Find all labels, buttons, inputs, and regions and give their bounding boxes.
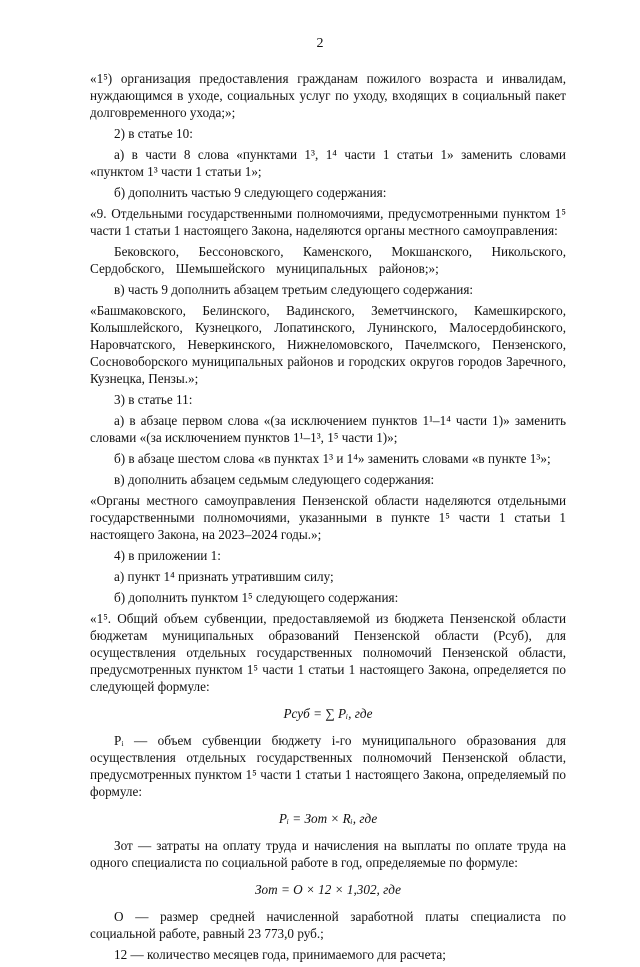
paragraph-1: «1⁵) организация предоставления гражданам пожилого возраста и инвалидам, нуждающимся в уходе, социальных услуг по уходу, входящих в социальный пакет долговременного ухода;»; <box>90 71 566 120</box>
paragraph-2: 2) в статье 10: <box>114 126 193 141</box>
paragraph-10: а) в абзаце первом слова «(за исключением пунктов 1¹–1⁴ части 1)» заменить словами «(за исключением пунктов 1¹–1³, 1⁵ части 1)»; <box>90 413 566 445</box>
formula-3: Зот = О × 12 × 1,302, где <box>255 882 401 897</box>
formula-1: Pсуб = ∑ Pᵢ, где <box>283 706 373 721</box>
document-body <box>90 70 566 967</box>
formula-2: Pᵢ = Зот × Rᵢ, где <box>278 811 378 826</box>
paragraph-8: «Башмаковского, Белинского, Вадинского, Земетчинского, Камешкирского, Колышлейского, Кузнецкого, Лопатинского, Лунинского, Малосердобинского, Наровчатского, Неверкинского, Нижнеломовского, Пачелмского, Пензенского, Сосновоборского муниципальных районов и городских округов городов Заречного, Кузнецка, Пензы.»; <box>90 303 566 386</box>
paragraph-3: а) в части 8 слова «пунктами 1³, 1⁴ части 1 статьи 1» заменить словами «пунктом 1³ части 1 статьи 1»; <box>90 147 566 179</box>
paragraph-12: в) дополнить абзацем седьмым следующего содержания: <box>114 472 435 487</box>
paragraph-17: «1⁵. Общий объем субвенции, предоставляемой из бюджета Пензенской области бюджетам муниципальных образований Пензенской области (Pсуб), для осуществления отдельных государственных полномочий Пензенской области, предусмотренных пунктом 1⁵ части 1 статьи 1 настоящего Закона, определяется по следующей формуле: <box>90 611 566 694</box>
paragraph-5: «9. Отдельными государственными полномочиями, предусмотренными пунктом 1⁵ части 1 статьи 1 настоящего Закона, наделяются органы местного самоуправления: <box>90 206 566 238</box>
paragraph-6: Бековского, Бессоновского, Каменского, Мокшанского, Никольского, Сердобского, Шемышейского муниципальных районов;»; <box>90 244 566 276</box>
paragraph-11: б) в абзаце шестом слова «в пунктах 1³ и 1⁴» заменить словами «в пункте 1³»; <box>114 451 551 466</box>
paragraph-15: а) пункт 1⁴ признать утратившим силу; <box>114 569 334 584</box>
paragraph-13: «Органы местного самоуправления Пензенской области наделяются отдельными государственными полномочиями, указанными в пункте 1⁵ части 1 статьи 1 настоящего Закона, на 2023–2024 годы.»; <box>90 493 566 542</box>
paragraph-19: Зот — затраты на оплату труда и начисления на выплаты по оплате труда на одного специалиста по социальной работе в год, определяемые по формуле: <box>90 838 566 870</box>
paragraph-7: в) часть 9 дополнить абзацем третьим следующего содержания: <box>114 282 474 297</box>
paragraph-21: 12 — количество месяцев года, принимаемого для расчета; <box>114 947 446 962</box>
paragraph-9: 3) в статье 11: <box>114 392 193 407</box>
page-number: 2 <box>316 36 324 51</box>
paragraph-20: О — размер средней начисленной заработной платы специалиста по социальной работе, равный 23 773,0 руб.; <box>90 909 566 941</box>
paragraph-16: б) дополнить пунктом 1⁵ следующего содержания: <box>114 590 399 605</box>
paragraph-14: 4) в приложении 1: <box>114 548 221 563</box>
paragraph-18: Pᵢ — объем субвенции бюджету i-го муниципального образования для осуществления отдельных государственных полномочий Пензенской области, предусмотренных пунктом 1⁵ части 1 статьи 1 настоящего Закона, определяемый по формуле: <box>90 733 566 799</box>
paragraph-4: б) дополнить частью 9 следующего содержания: <box>114 185 387 200</box>
